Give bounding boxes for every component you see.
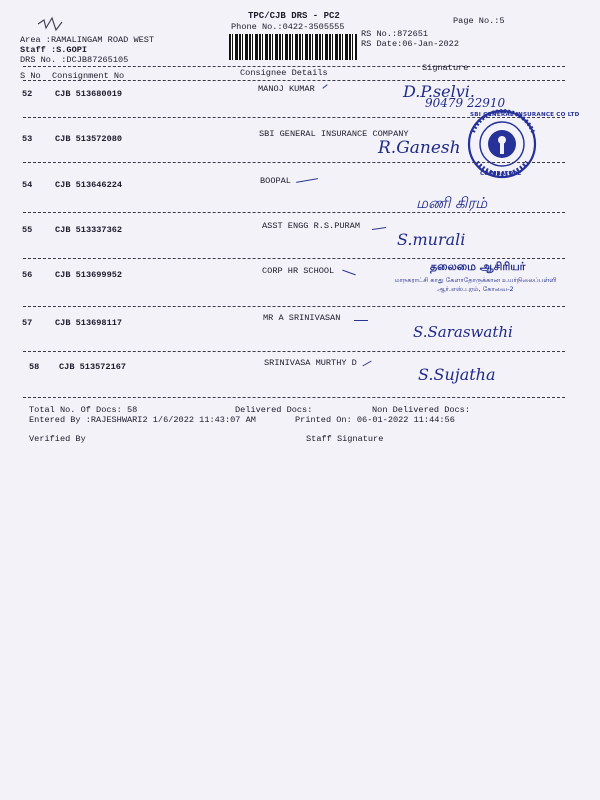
non-delivered-docs: Non Delivered Docs: bbox=[372, 405, 470, 415]
stamp-text-bottom: COIMBATORE bbox=[480, 171, 522, 177]
row-consignee: ASST ENGG R.S.PURAM bbox=[262, 221, 360, 231]
row-consignment: CJB 513680019 bbox=[55, 89, 123, 99]
row-sno: 54 bbox=[22, 180, 33, 190]
signature: S.Sujatha bbox=[418, 365, 496, 384]
row-consignee: SRINIVASA MURTHY D bbox=[264, 358, 357, 368]
header-rule-top bbox=[23, 66, 565, 67]
entered-by: Entered By :RAJESHWARI2 1/6/2022 11:43:07 AM bbox=[29, 415, 256, 425]
row-divider bbox=[23, 306, 565, 307]
page-number: Page No.:5 bbox=[453, 16, 505, 26]
signature: D.P.selvi. bbox=[403, 82, 475, 101]
check-mark bbox=[322, 84, 327, 89]
row-consignment: CJB 513572167 bbox=[59, 362, 127, 372]
check-mark bbox=[342, 270, 355, 276]
col-signature: Signature bbox=[422, 63, 469, 73]
row-consignment: CJB 513337362 bbox=[55, 225, 123, 235]
col-sno: S No bbox=[20, 71, 41, 81]
check-mark bbox=[372, 227, 386, 230]
school-seal-text: மாநகராட்சி காது கேளாதோருக்கான உயர்நிலைப்பள்ளி ஆர்.எஸ்.புரம், கோவை-2 bbox=[394, 276, 557, 293]
company-stamp bbox=[457, 108, 547, 180]
rs-number: RS No.:872651 bbox=[361, 29, 429, 39]
row-consignee: SBI GENERAL INSURANCE COMPANY bbox=[259, 129, 409, 139]
row-divider bbox=[23, 258, 565, 259]
row-divider bbox=[23, 162, 565, 163]
check-mark bbox=[296, 178, 318, 183]
check-mark bbox=[362, 361, 371, 367]
row-sno: 52 bbox=[22, 89, 33, 99]
staff: Staff :S.GOPI bbox=[20, 45, 88, 55]
rs-date: RS Date:06-Jan-2022 bbox=[361, 39, 459, 49]
check-mark bbox=[354, 320, 368, 321]
verified-by: Verified By bbox=[29, 434, 86, 444]
row-consignee: CORP HR SCHOOL bbox=[262, 266, 335, 276]
row-consignment: CJB 513572080 bbox=[55, 134, 123, 144]
row-consignment: CJB 513646224 bbox=[55, 180, 123, 190]
row-consignment: CJB 513698117 bbox=[55, 318, 123, 328]
col-consignment: Consignment No bbox=[52, 71, 125, 81]
drs-number: DRS No. :DCJB87265105 bbox=[20, 55, 129, 65]
row-divider bbox=[23, 212, 565, 213]
corner-scribble bbox=[36, 14, 64, 34]
header-rule-bottom bbox=[23, 80, 565, 81]
row-sno: 58 bbox=[29, 362, 40, 372]
barcode bbox=[229, 34, 357, 60]
row-divider bbox=[23, 351, 565, 352]
row-sno: 55 bbox=[22, 225, 33, 235]
col-consignee: Consignee Details bbox=[240, 68, 328, 78]
doc-title: TPC/CJB DRS - PC2 bbox=[248, 11, 340, 21]
signature-phone: 90479 22910 bbox=[425, 96, 506, 110]
row-consignee: MANOJ KUMAR bbox=[258, 84, 315, 94]
row-consignee: BOOPAL bbox=[260, 176, 291, 186]
row-sno: 56 bbox=[22, 270, 33, 280]
printed-on: Printed On: 06-01-2022 11:44:56 bbox=[295, 415, 455, 425]
row-consignee: MR A SRINIVASAN bbox=[263, 313, 341, 323]
row-sno: 57 bbox=[22, 318, 33, 328]
signature: S.murali bbox=[397, 230, 466, 249]
staff-signature: Staff Signature bbox=[306, 434, 384, 444]
delivered-docs: Delivered Docs: bbox=[235, 405, 313, 415]
school-seal-title: தலைமை ஆசிரியர் bbox=[430, 260, 526, 273]
signature: மணி கிரம் bbox=[416, 194, 488, 212]
row-sno: 53 bbox=[22, 134, 33, 144]
signature: R.Ganesh bbox=[378, 138, 461, 158]
row-consignment: CJB 513699952 bbox=[55, 270, 123, 280]
total-docs: Total No. Of Docs: 58 bbox=[29, 405, 138, 415]
row-divider bbox=[23, 397, 565, 398]
phone-number: Phone No.:0422-3505555 bbox=[231, 22, 345, 32]
area: Area :RAMALINGAM ROAD WEST bbox=[20, 35, 155, 45]
stamp-text-top: SBI GENERAL INSURANCE CO LTD bbox=[470, 112, 580, 118]
signature: S.Saraswathi bbox=[413, 323, 513, 341]
